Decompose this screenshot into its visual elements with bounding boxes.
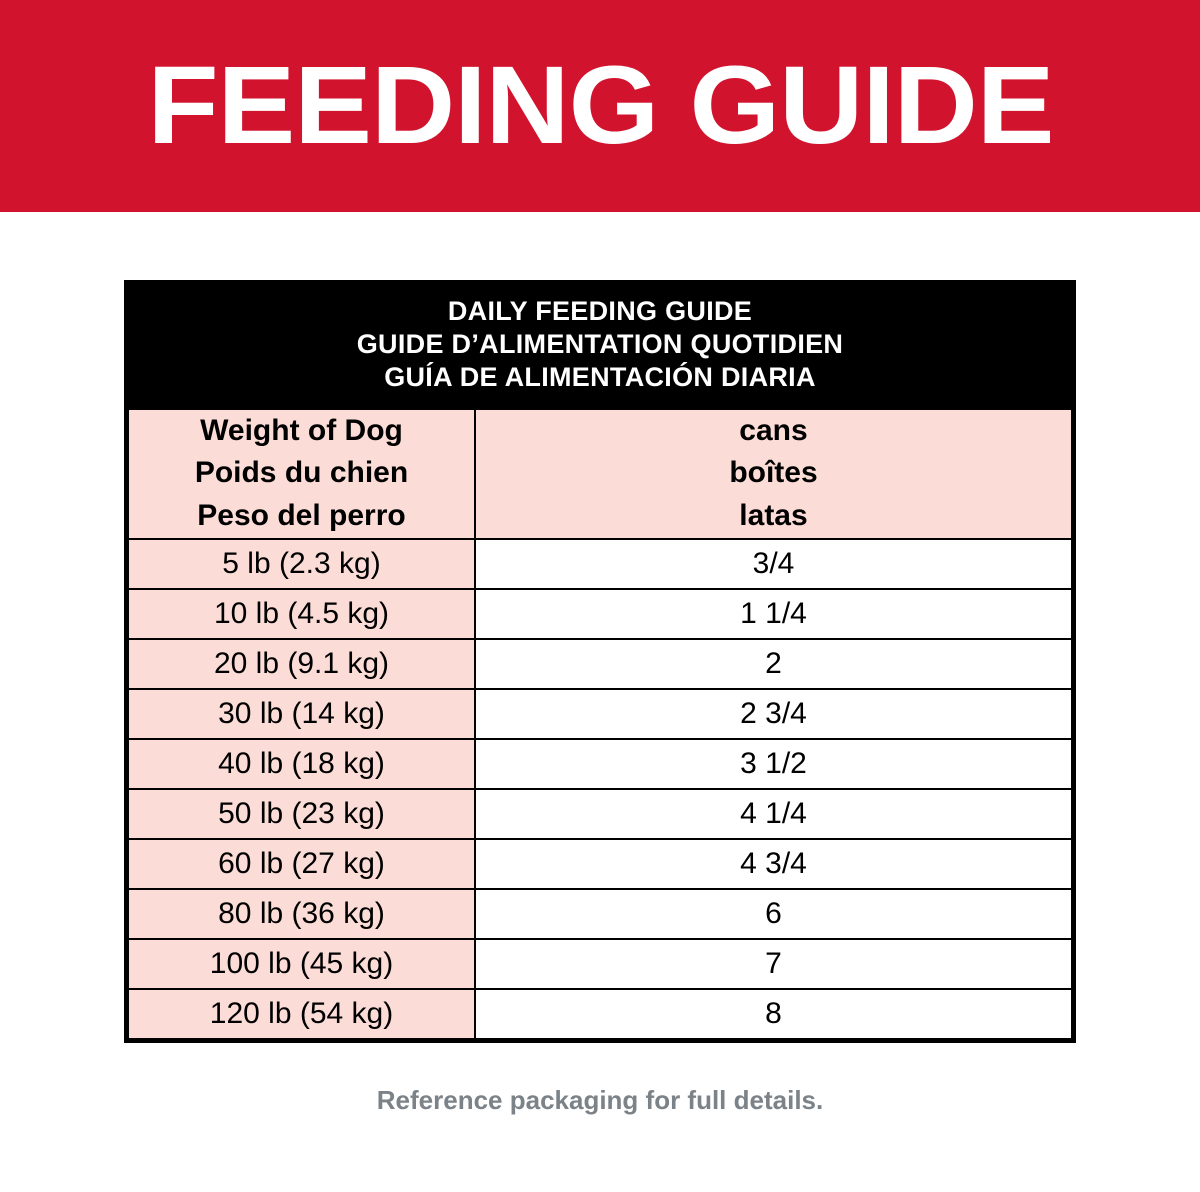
table-title-es: GUÍA DE ALIMENTACIÓN DIARIA xyxy=(384,361,816,392)
row-weight: 20 lb (9.1 kg) xyxy=(128,639,475,689)
column-header-weight-fr: Poids du chien xyxy=(194,456,409,490)
table-title-en: DAILY FEEDING GUIDE xyxy=(447,296,753,326)
row-amount: 8 xyxy=(475,989,1072,1039)
table-subhead-row xyxy=(128,409,1072,539)
footnote-text: Reference packaging for full details. xyxy=(376,1084,824,1115)
row-amount: 4 1/4 xyxy=(475,789,1072,839)
page-title: FEEDING GUIDE xyxy=(146,44,1054,167)
row-amount: 2 xyxy=(475,639,1072,689)
row-amount: 7 xyxy=(475,939,1072,989)
feeding-guide-table-container xyxy=(124,280,1076,1043)
row-weight: 10 lb (4.5 kg) xyxy=(128,589,475,639)
table-row xyxy=(128,889,1072,939)
column-header-amount xyxy=(475,409,1072,539)
column-header-amount-fr: boîtes xyxy=(729,456,818,490)
feeding-guide-table xyxy=(127,408,1073,1040)
row-amount: 4 3/4 xyxy=(475,839,1072,889)
table-row xyxy=(128,639,1072,689)
table-row xyxy=(128,839,1072,889)
row-amount: 1 1/4 xyxy=(475,589,1072,639)
table-row xyxy=(128,939,1072,989)
row-amount: 3 1/2 xyxy=(475,739,1072,789)
table-row xyxy=(128,689,1072,739)
table-row xyxy=(128,539,1072,589)
table-row xyxy=(128,739,1072,789)
table-body xyxy=(128,539,1072,1039)
row-weight: 120 lb (54 kg) xyxy=(128,989,475,1039)
row-amount: 2 3/4 xyxy=(475,689,1072,739)
table-row xyxy=(128,589,1072,639)
table-header-block xyxy=(127,283,1073,408)
row-weight: 80 lb (36 kg) xyxy=(128,889,475,939)
row-weight: 50 lb (23 kg) xyxy=(128,789,475,839)
row-weight: 40 lb (18 kg) xyxy=(128,739,475,789)
column-header-weight-en: Weight of Dog xyxy=(200,413,403,447)
feeding-guide-banner xyxy=(0,0,1200,212)
column-header-amount-es: latas xyxy=(739,499,808,532)
column-header-weight-es: Peso del perro xyxy=(197,499,406,532)
row-amount: 3/4 xyxy=(475,539,1072,589)
row-weight: 30 lb (14 kg) xyxy=(128,689,475,739)
row-weight: 5 lb (2.3 kg) xyxy=(128,539,475,589)
table-row xyxy=(128,789,1072,839)
table-subhead xyxy=(128,409,1072,539)
table-row xyxy=(128,989,1072,1039)
row-amount: 6 xyxy=(475,889,1072,939)
column-header-amount-en: cans xyxy=(739,413,808,447)
column-header-weight xyxy=(128,409,475,539)
table-title-fr: GUIDE D’ALIMENTATION QUOTIDIEN xyxy=(356,328,844,359)
row-weight: 60 lb (27 kg) xyxy=(128,839,475,889)
row-weight: 100 lb (45 kg) xyxy=(128,939,475,989)
